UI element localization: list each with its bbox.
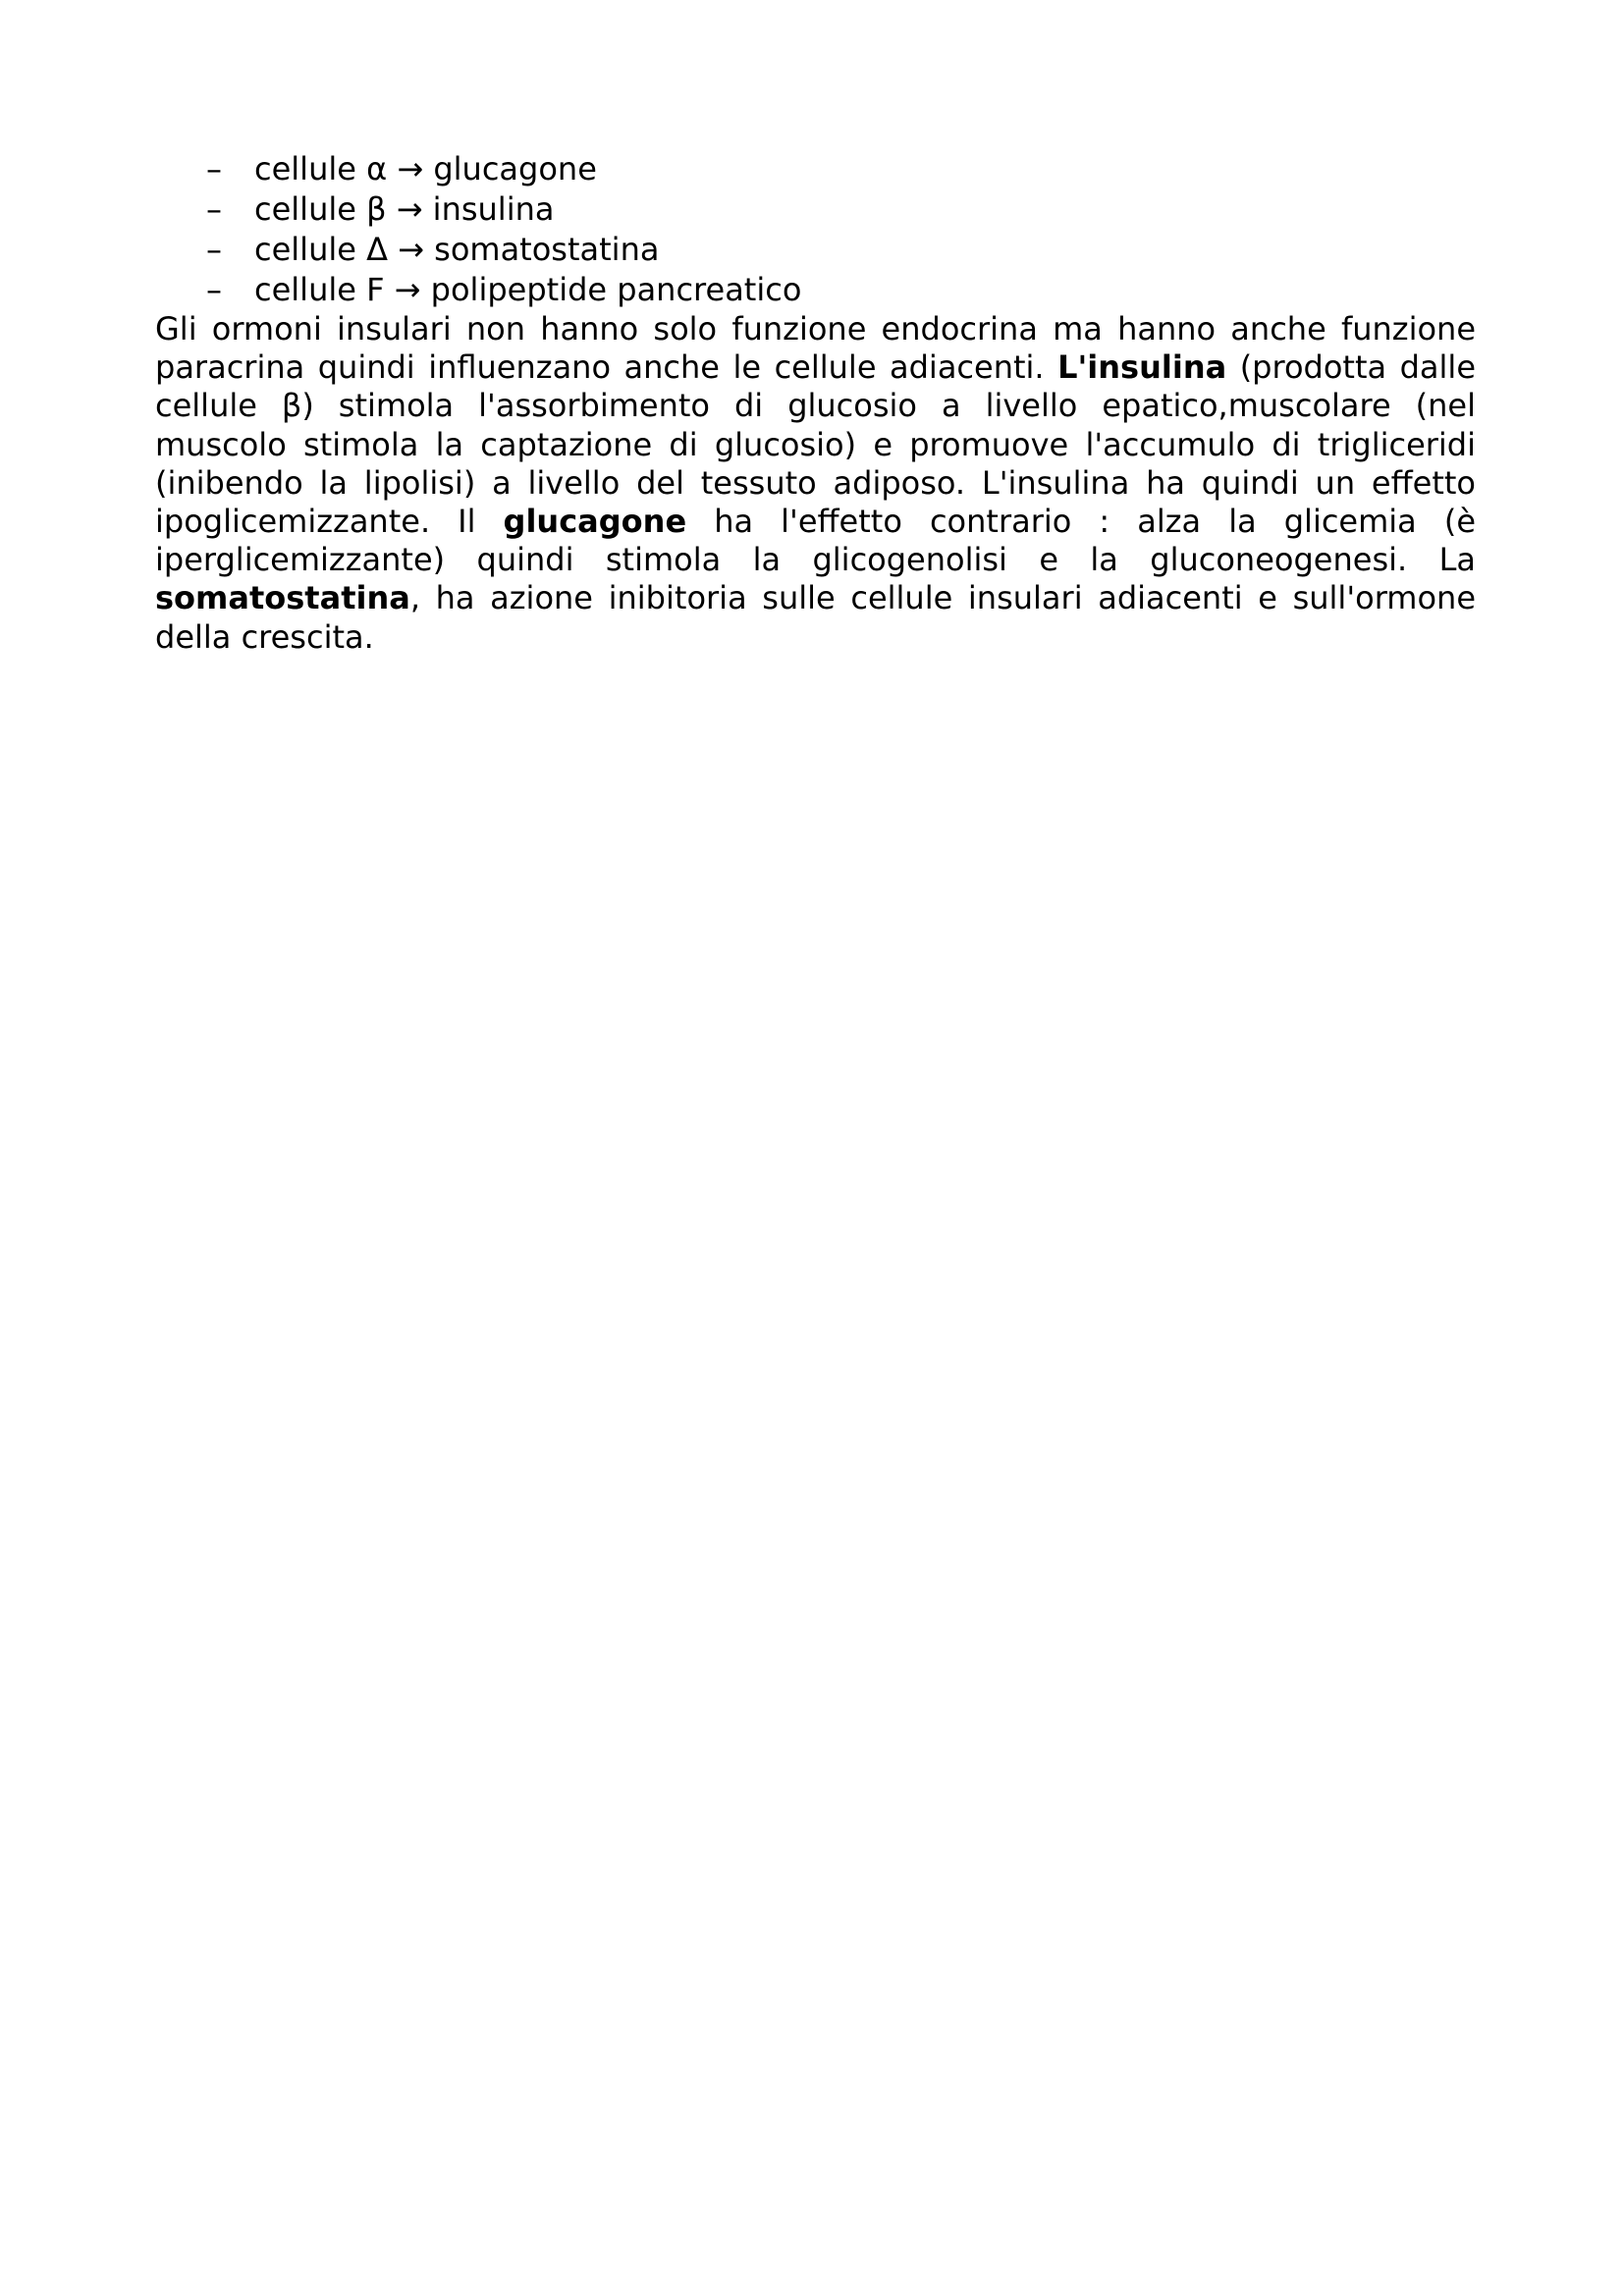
cell-hormone-list [155, 149, 1476, 310]
body-paragraph [155, 310, 1476, 657]
paragraph-text: , ha azione inibitoria sulle cellule insulari adiacenti e sull'ormone della crescita. [155, 579, 1476, 656]
list-item [155, 149, 1476, 189]
document-page [155, 149, 1476, 657]
bold-term-insulina: L'insulina [1057, 348, 1227, 387]
list-dash: – [206, 150, 222, 187]
list-dash: – [206, 190, 222, 228]
paragraph-text: Gli ormoni insulari non hanno solo funzione endocrina ma hanno anche funzione paracrina quindi influenzano anche le cellule adiacenti. [155, 310, 1476, 387]
list-item [155, 230, 1476, 270]
paragraph-text: ha l'effetto contrario : alza la glicemia (è iperglicemizzante) quindi stimola la glicogenolisi e la gluconeogenesi. La [155, 503, 1477, 579]
list-item [155, 189, 1476, 230]
paragraph-text: (prodotta dalle cellule β) stimola l'assorbimento di glucosio a livello epatico,muscolare (nel muscolo stimola la captazione di glucosio) e promuove l'accumulo di trigliceridi (inibendo la lipolisi) a livello del tessuto adiposo. L'insulina ha quindi un effetto ipoglicemizzante. Il [155, 348, 1477, 541]
list-dash: – [206, 271, 222, 308]
bold-term-somatostatina: somatostatina [155, 579, 410, 617]
list-item-text: cellule Δ → somatostatina [254, 231, 660, 268]
list-item-text: cellule β → insulina [254, 190, 555, 228]
bold-term-glucagone: glucagone [503, 503, 687, 541]
list-item [155, 270, 1476, 310]
list-item-text: cellule F → polipeptide pancreatico [254, 271, 802, 308]
list-item-text: cellule α → glucagone [254, 150, 597, 187]
list-dash: – [206, 231, 222, 268]
